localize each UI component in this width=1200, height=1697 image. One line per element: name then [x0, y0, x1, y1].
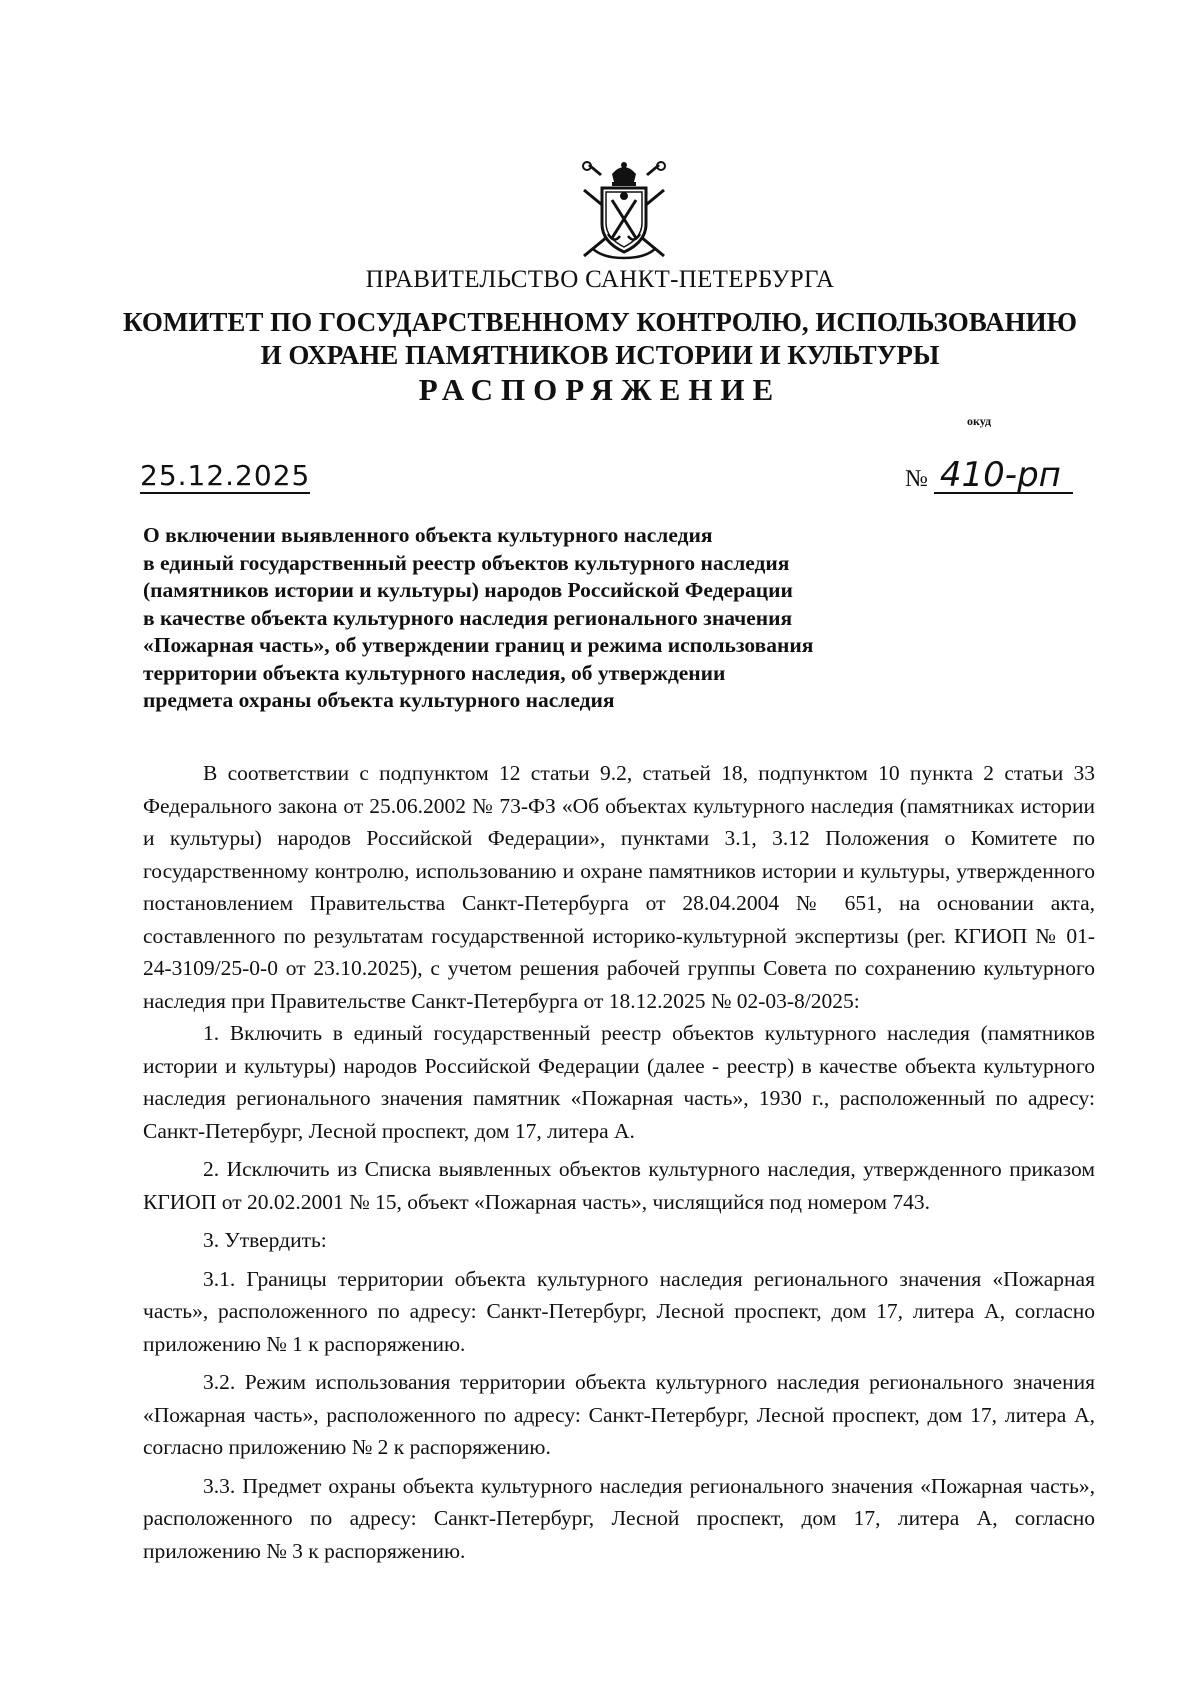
title-line: в единый государственный реестр объектов культурного наследия	[143, 550, 790, 575]
title-line: в качестве объекта культурного наследия регионального значения	[143, 605, 793, 630]
committee-name-line-1: КОМИТЕТ ПО ГОСУДАРСТВЕННОМУ КОНТРОЛЮ, ИСПОЛЬЗОВАНИЮ	[123, 307, 1077, 337]
government-name: ПРАВИТЕЛЬСТВО САНКТ-ПЕТЕРБУРГА	[365, 266, 835, 293]
title-line: территории объекта культурного наследия, об утверждении	[143, 660, 726, 685]
item-3-paragraph: 3. Утвердить:	[203, 1228, 327, 1252]
item-3-3-paragraph: 3.3. Предмет охраны объекта культурного наследия регионального значения «Пожарная часть», расположенного по адресу: Санкт-Петербург, Лесной проспект, дом 17, литера А, согласно приложению № 3 к распоряжению.	[143, 1473, 1095, 1563]
item-1-paragraph: 1. Включить в единый государственный реестр объектов культурного наследия (памятников истории и культуры) народов Российской Федерации (далее - реестр) в качестве объекта культурного наследия регионального значения памятник «Пожарная часть», 1930 г., расположенный по адресу: Санкт-Петербург, Лесной проспект, дом 17, литера А.	[143, 1021, 1095, 1143]
title-line: О включении выявленного объекта культурного наследия	[143, 523, 713, 547]
title-line: предмета охраны объекта культурного наследия	[143, 688, 615, 712]
committee-name	[80, 306, 1120, 372]
document-date: 25.12.2025	[140, 459, 311, 492]
document-number	[905, 455, 1073, 496]
item-3-1-paragraph: 3.1. Границы территории объекта культурного наследия регионального значения «Пожарная часть», расположенного по адресу: Санкт-Петербург, Лесной проспект, дом 17, литера А, согласно приложению № 1 к распоряжению.	[143, 1266, 1095, 1356]
number-sign: №	[905, 466, 928, 492]
document-title	[143, 522, 943, 715]
okud-label: окуд	[967, 414, 992, 428]
item-3-2-paragraph: 3.2. Режим использования территории объекта культурного наследия регионального значения «Пожарная часть», расположенного по адресу: Санкт-Петербург, Лесной проспект, дом 17, литера А, согласно приложению № 2 к распоряжению.	[143, 1370, 1095, 1459]
item-2-paragraph: 2. Исключить из Списка выявленных объектов культурного наследия, утвержденного приказом КГИОП от 20.02.2001 № 15, объект «Пожарная часть», числящийся под номером 743.	[143, 1157, 1095, 1214]
document-type: РАСПОРЯЖЕНИЕ	[418, 372, 782, 407]
number-value: 410-рп	[934, 458, 1073, 494]
preamble-paragraph: В соответствии с подпунктом 12 статьи 9.2, статьей 18, подпунктом 10 пункта 2 статьи 33 Федерального закона от 25.06.2002 № 73-ФЗ «Об объектах культурного наследия (памятниках истории и культуры) народов Российской Федерации», пунктами 3.1, 3.12 Положения о Комитете по государственному контролю, использованию и охране памятников истории и культуры, утвержденного постановлением Правительства Санкт-Петербурга от 28.04.2004 № 651, на основании акта, составленного по результатам государственной историко-культурной экспертизы (рег. КГИОП № 01-24-3109/25-0-0 от 23.10.2025), с учетом решения рабочей группы Совета по сохранению культурного наследия при Правительстве Санкт-Петербурга от 18.12.2025 № 02-03-8/2025:	[143, 761, 1095, 1013]
coat-of-arms-icon	[578, 160, 670, 260]
title-line: «Пожарная часть», об утверждении границ и режима использования	[143, 633, 814, 657]
committee-name-line-2: И ОХРАНЕ ПАМЯТНИКОВ ИСТОРИИ И КУЛЬТУРЫ	[260, 340, 940, 370]
title-line: (памятников истории и культуры) народов Российской Федерации	[143, 578, 793, 602]
document-body	[143, 757, 1095, 1567]
